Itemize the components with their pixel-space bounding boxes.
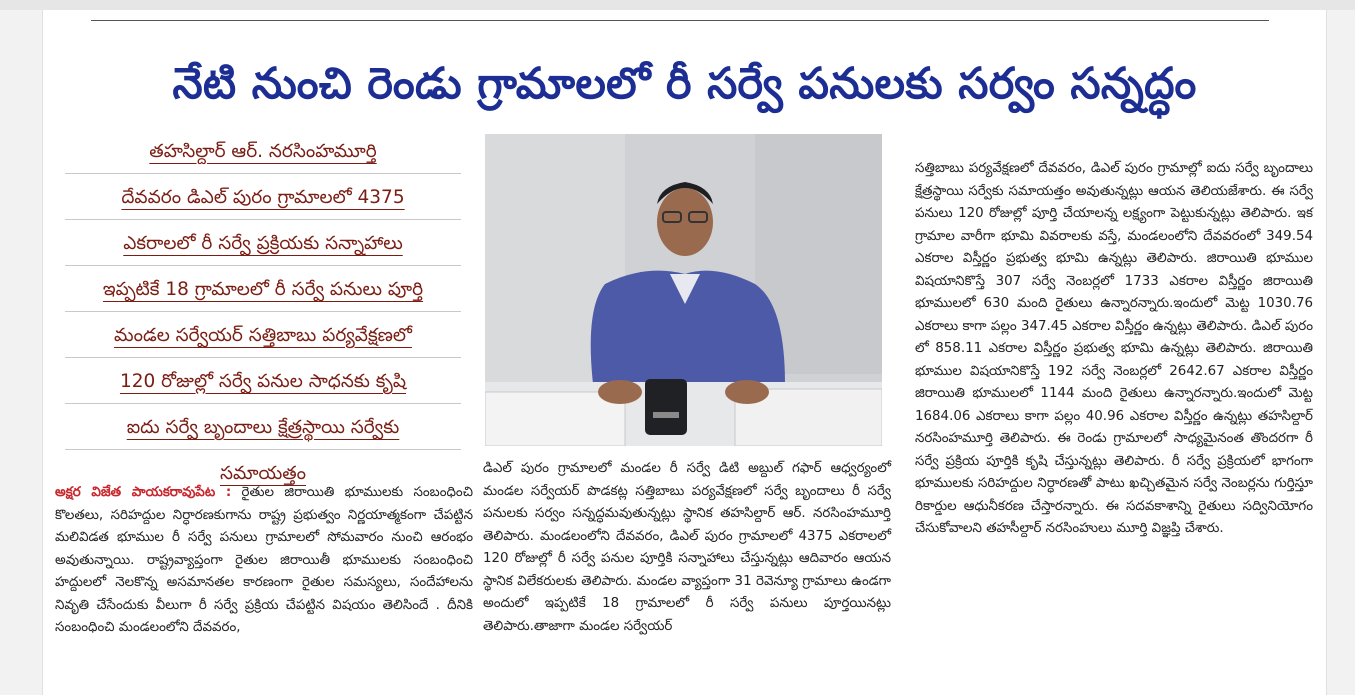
highlight-item: తహసిల్దార్ ఆర్. నరసింహమూర్తి [65,128,461,174]
office-photo-illustration [485,134,882,446]
tahsildar-photo [485,134,882,446]
article-column-3: సత్తిబాబు పర్యవేక్షణలో దేవవరం, డిఎల్ పురం గ్రామాల్లో ఐదు సర్వే బృందాలు క్షేత్రస్థాయి సర్వేకు సమాయత్తం అవుతున్నట్లు ఆయన తెలియజేశారు. ఈ సర్వే పనులు 120 రోజుల్లో పూర్తి చేయాలన్న లక్ష్యంగా పెట్టుకున్నట్లు తెలిపారు. ఇక గ్రామాల వారీగా భూమి వివరాలకు వస్తే, మండలంలోని దేవవరంలో 349.54 ఎకరాల విస్తీర్ణం ప్రభుత్వ భూమి ఉన్నట్లు తెలిపారు. జిరాయితి భూముల విషయానికొస్తే 307 సర్వే నెంబర్లలో 1733 ఎకరాల విస్తీర్ణం జిరాయితి భూములలో 630 మంది రైతులు ఉన్నారన్నారు.ఇందులో మెట్ట 1030.76 ఎకరాలు కాగా పల్లం 347.45 ఎకరాల విస్తీర్ణం ఉన్నట్లు తెలిపారు. డిఎల్ పురం లో 858.11 ఎకరాల విస్తీర్ణం ప్రభుత్వ భూమి ఉన్నట్లు తెలిపారు. జిరాయితి భూముల విషయానికొస్తే 192 సర్వే నెంబర్లలో 2642.67 ఎకరాల విస్తీర్ణం జిరాయితి భూములలో 1144 మంది రైతులు ఉన్నారన్నారు.ఇందులో మెట్ట 1684.06 ఎకరాలు కాగా పల్లం 40.96 ఎకరాల విస్తీర్ణం ఉన్నట్లు తహసిల్దార్ నరసింహమూర్తి తెలిపారు. ఈ రెండు గ్రామాలలో సాధ్యమైనంత తొందరగా రీ సర్వే ప్రక్రియ పూర్తికి కృషి చేస్తున్నట్లు తెలిపారు. రీ సర్వే ప్రక్రియలో భాగంగా భూములకు సరిహద్దుల నిర్ధారణతో పాటు ఖచ్చితమైన సర్వే నెంబర్లను గుర్తిస్తూ రికార్డుల ఆధునీకరణ చేస్తారన్నారు. ఈ సదవకాశాన్ని రైతులు సద్వినియోగం చేసుకోవాలని తహసీల్దార్ నరసింహులు మూర్తి విజ్ఞప్తి చేశారు. [915,161,1313,536]
headline: నేటి నుంచి రెండు గ్రామాలలో రీ సర్వే పనులకు సర్వం సన్నద్ధం [172,58,1197,109]
newspaper-page [42,10,1327,695]
highlights-list [65,128,461,496]
article-column-2: డిఎల్ పురం గ్రామాలలో మండల రీ సర్వే డిటి అబ్దుల్ గఫార్ ఆధ్వర్యంలో మండల సర్వేయర్ పొడకట్ల సత్తిబాబు పర్యవేక్షణలో సర్వే బృందాలు రీ సర్వే పనులకు సర్వం సన్నద్ధమవుతున్నట్లు స్థానిక తహసిల్దార్ ఆర్. నరసింహమూర్తి తెలిపారు. మండలంలోని దేవవరం, డిఎల్ పురం గ్రామాలలో 4375 ఎకరాలలో 120 రోజుల్లో రీ సర్వే పనుల పూర్తికి సన్నాహాలు చేస్తున్నట్లు ఆదివారం ఆయన స్థానిక విలేకరులకు తెలిపారు. మండల వ్యాప్తంగా 31 రెవెన్యూ గ్రామాలు ఉండగా అందులో ఇప్పటికే 18 గ్రామాలలో రీ సర్వే పనులు పూర్తయినట్లు తెలిపారు.తాజాగా మండల సర్వేయర్ [483,461,891,634]
highlight-item: ఐదు సర్వే బృందాలు క్షేత్రస్థాయి సర్వేకు [65,404,461,450]
highlight-item: ఇప్పటికే 18 గ్రామాలలో రీ సర్వే పనులు పూర్తి [65,266,461,312]
highlight-item: దేవవరం డిఎల్ పురం గ్రామాలలో 4375 [65,174,461,220]
header-rule [91,20,1269,21]
article-column-1 [55,482,473,640]
highlight-item: మండల సర్వేయర్ సత్తిబాబు పర్యవేక్షణలో [65,312,461,358]
highlight-item: సమాయత్తం [219,463,307,484]
top-page-strip [0,0,1355,10]
highlight-item: 120 రోజుల్లో సర్వే పనుల సాధనకు కృషి [65,358,461,404]
dateline: అక్షర విజేత పాయకరావుపేట : [55,485,232,500]
column-1-text: రైతుల జిరాయితి భూములకు సంబంధించి కొలతలు, సరిహద్దుల నిర్ధారణకుగాను రాష్ట్ర ప్రభుత్వం నిర్ణయాత్మకంగా చేపట్టిన మలివిడత భూముల రీ సర్వే పనులు గ్రామాలలో సోమవారం నుంచి ఆరంభం అవుతున్నాయి. రాష్ట్రవ్యాప్తంగా రైతుల జిరాయితీ భూములకు సంబంధించి హద్దులలో నెలకొన్న అసమానతల కారణంగా రైతుల సమస్యలు, సందేహాలను నివృతి చేసేందుకు వీలుగా రీ సర్వే ప్రక్రియ చేపట్టిన విషయం తెలిసిందే . దీనికి సంబంధించి మండలంలోని దేవవరం, [55,485,473,635]
highlight-item: ఎకరాలలో రీ సర్వే ప్రక్రియకు సన్నాహాలు [65,220,461,266]
